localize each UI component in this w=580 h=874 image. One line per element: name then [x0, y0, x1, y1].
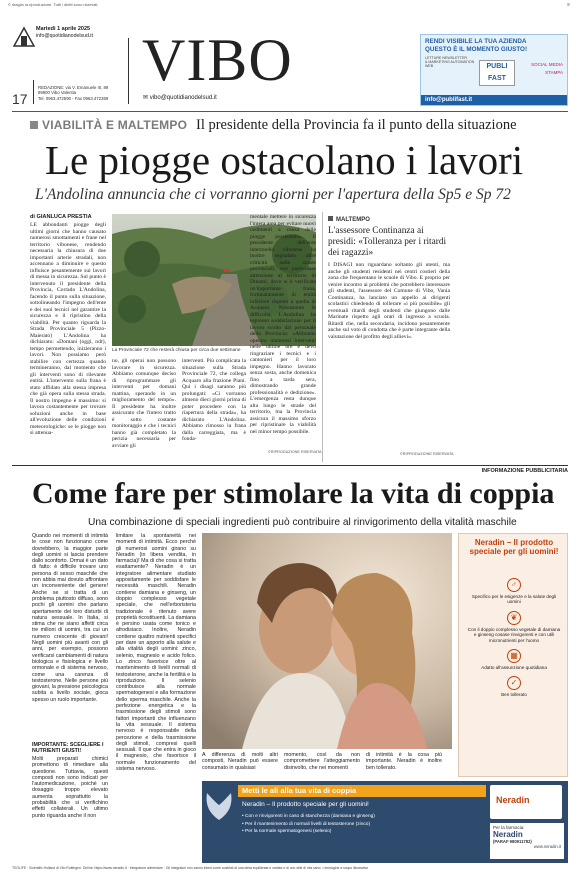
page-number: 17: [12, 91, 28, 107]
photo-text-1: A differenza di molti altri composti, Neradin può essere consumato in qualsiasi: [202, 752, 278, 771]
email-icon: ✉: [143, 95, 150, 101]
divider: [128, 38, 129, 104]
advert-column-2: limitare la spontaneità nei momenti di intimità. Ecco perché gli numerosi uomini girano su Neradin (in libera vendita, in farmacia)! Ma di che cosa si tratta esattamente? Neradin è un integratore alimentare studiato appositamente per soddisfare le necessità maschili. Neradin contiene damiana e ginseng, un doppio complesso vegetale speciale, che nell'erboristeria tradizionale è ritenuto avere proprietà ricostituenti. La damiana è persino usata come tonico e afrodisiaco. Inoltre, Neradin contiene quattro nutrienti specifici per dare un apporto alla salute e alla vitalità degli uomini: zinco, selenio, magnesio e acido folico. Lo zinco favorisce oltre al mantenimento di livelli normali di testosterone, anche la fertilità e la riproduzione. Il selenio contribuisce alla normale spermatogenesi e alla formazione dello sperma maschile. Anche la perfezione energetica e la trasmissione degli stimoli sono fattori importanti che influenzano la vita sessuale. Il sistema nervoso è responsabile della percezione e della trasmissione degli stimoli, compresi quelli sessuali. Il que che entra in gioco il magnesio, che favorisce il normale funzionamento del sistema nervoso.: [116, 533, 196, 772]
divider: [33, 80, 34, 104]
section-email: ✉ vibo@quotidianodelsud.it: [143, 95, 217, 101]
ad-headline-2: QUESTO È IL MOMENTO GIUSTO!: [425, 46, 528, 53]
publifast-logo: PUBLI FAST: [479, 60, 515, 86]
sidebar-credit: ©RIPRODUZIONE RISERVATA: [400, 452, 454, 456]
article-credit: ©RIPRODUZIONE RISERVATA: [268, 450, 322, 454]
kicker-square-icon: [30, 121, 38, 129]
ad-service-tags: SOCIAL MEDIA STAMPA: [531, 62, 563, 75]
check-icon: ✓: [507, 676, 521, 690]
newspaper-logo: [12, 26, 36, 48]
article-column-2: no, gli operai non possono lavorare in sicurezza. Abbiamo comunque deciso di riprogrammare gli interventi per domani mattina, sperando in un miglioramento del tempo». Il presidente ha inoltre assicurato che l'intero tratto è sotto costante monitoraggio e che i tecnici hanno già completato la perizia necessaria per avviare gli: [112, 358, 176, 449]
article-byline: di GIANLUCA PRESTIA: [30, 214, 92, 220]
feature-item: ✓ Ben tollerato: [501, 678, 527, 698]
section-rule: [12, 465, 568, 466]
article-column-4: mentale mettere in sicurezza l'intera area per evitare nuovi cedimenti a causa delle piogge persistenti». Il presidente dell'ente intermedio vibonese ha inoltre segnalato altre criticità sulle strade provinciali, con particolare attenzione al territorio di Dinami, dove si è verificata un'importante frana, fortunatamente di entità inferiore rispetto a quella di Acquaro. Nonostante le difficoltà, L'Andolina ha espresso soddisfazione per il lavoro svolto dal personale della Provincia: «Abbiamo operato numerosi interventi nelle ultime ore e devo ringraziare i tecnici e i cantonieri per il loro impegno. Hanno lavorato senza sosta, anche domenica fino a tarda sera, dimostrando grande professionalità e dedizione». L'emergenza resta dunque alta lungo le strade del territorio, ma la Provincia assicura il massimo sforzo per ripristinare la viabilità nel minor tempo possibile.: [250, 214, 316, 435]
banner-sub: Neradin – Il prodotto speciale per gli uomini!: [242, 801, 369, 808]
product-features: [467, 578, 561, 698]
product-panel: [458, 533, 568, 777]
article-column-1: LE abbondanti piogge degli ultimi giorni che hanno causato numerosi smottamenti e frane nel territorio vibonese, rendendo necessaria la chiusura di due importanti arterie stradali, non accennano a diminuire e questo influisce pesantemente sui lavori di messa in sicurezza. Sul punto è intervenuto il presidente della Provincia, Corrado L'Andolina, facendo il punto sulla situazione, sottolineando l'impegno dell'ente e dei suoi tecnici nel garantire la sicurezza e il ripristino della viabilità. Per quanto riguarda la Strada Provinciale 5 (Pizzo-Maierato) L'Andolina ha dichiarato: «Domani (oggi, ndr), tempo permettendo, inizieranno i lavori. Non possiamo però stabilire con certezza quando termineranno, dal momento che gli interventi sono di rilevante entità. L'intervento sulla frana è stato affidato alla stessa impresa che già opera sulla stessa strada. Il nostro impegno è massimo: si lavora costantemente per trovare soluzioni anche in base all'evoluzione delle condizioni meteorologiche: se le piogge non si attenua-: [30, 222, 106, 436]
feature-item: ❦ Con il doppio complesso vegetale di damiana e ginseng cosase rinvigorenti e con utili micronutrienti per l'uomo: [467, 612, 561, 643]
product-title: Neradin – Il prodotto speciale per gli uomini!: [469, 538, 559, 557]
advert-label: INFORMAZIONE PUBBLICITARIA: [481, 468, 568, 474]
article-subheadline: L'Andolina annuncia che ci vorranno giorni per l'apertura della Sp5 e Sp 72: [35, 186, 511, 203]
header-email: info@quotidianodelsud.it: [36, 33, 93, 39]
advert-subheading: IMPORTANTE: SCEGLIERE I NUTRIENTI GIUSTI!: [32, 742, 104, 755]
pharmacy-box: Per la farmacia: Neradin (PARAF 980911782) www.neradin.it: [490, 823, 564, 859]
banner-headline: Metti le ali alla tua vita di coppia: [238, 785, 486, 797]
neradin-box: Neradin: [490, 785, 562, 819]
banner-bullets: • Con e rinvigorenti in caso di stanchezza (damiana e ginseng) • Per il mantenimento di normali livelli di testosterone (zinco) • Per la normale spermatogenesi (selenio): [242, 814, 375, 835]
sidebar-body: I DISAGI non riguardano soltanto gli utenti, ma anche gli studenti residenti nei centri costieri della zona che frequentano le scuole di Vibo. E proprio per venire incontro ai problemi che potrebbero interessare gli studenti, l'assessore del Comune di Vibo, Vania Continanza, ha lanciato un appello ai dirigenti scolastici chiedendo di tollerare «i più possibile» gli eventuali ritardi degli studenti che giungono dalle Marinate rispetto agli orari di ingresso a scuola. Ritardi che, nella secondaria, incidono pesantemente anche sul voto di condotta che è parte integrante della valutazione del profitto degli allievi».: [328, 262, 450, 340]
advert-column-1: Quando nei momenti di intimità le cose non funzionano come dovrebbero, la maggior parte degli uomini si lascia prendere dallo sconforto. Ormai è un dato di fatto: è difficile trovare uno persona di sesso maschile che non abbia mai dovuto affrontare un inconveniente del genere! Anche se si tratta di un problema piuttosto diffuso, sono pochi gli uomini che parlano apertamente dei loro disturbi di natura sessuale. In Italia, si stima che ne siano affetti circa tre milioni di uomini, tra cui un numero crescente di giovani! Negli uomini più avanti con gli anni, per esempio, possono verificarsi cambiamenti di natura biologica e fisiologica e livello ormonale e di sistema nervoso, come una carenza di testosterone. Nelle persone più giovani, la pressione psicologica subita a livello sociale, gioca spesso un ruolo importante.: [32, 533, 108, 703]
advert-headline: Come fare per stimolare la vita di coppia: [32, 477, 555, 510]
issue-date: Martedì 1 aprile 2025: [36, 26, 91, 32]
photo-text-3: di intimità è la cosa più importante. Neradin è inoltre ben tollerato.: [366, 752, 442, 771]
feature-item: ▦ Adatto all'assunzione quotidiana: [481, 651, 547, 671]
header-rule: [12, 111, 568, 112]
sidebar-kicker: MALTEMPO: [328, 216, 370, 223]
article-kicker: VIABILITÀ E MALTEMPO: [30, 118, 187, 132]
feature-item: ♂ Specifico per le esigenze e la salute degli uomini: [471, 580, 557, 605]
menu-icon: ≡: [567, 2, 570, 8]
photo-caption: La Provinciale 72 che resterà chiusa per circa due settimane: [112, 348, 241, 353]
article-column-3: interventi. Più complicata la situazione sulla Strada Provinciale 72, che collega Acquaro alla frazione Piani. Qui i disagi saranno più prolungati: «Ci vorranno almeno dieci giorni prima di poter procedere con la riapertura della strada», ha dichiarato L'Andolina. Abbiamo rimosso la frana dalla carreggiata, ma è fonda-: [182, 358, 246, 442]
redazione-block: REDAZIONE: via V. Emanuele III, 89 89900 Vibo Valentia Tel. 0963.472590 - Fax 0963.472359: [38, 85, 109, 101]
sidebar-headline: L'assessore Continanza ai presidi: «Tolleranza per i ritardi dei ragazzi»: [328, 226, 447, 258]
section-title: VIBO: [142, 27, 293, 93]
article-kicker-sub: Il presidente della Provincia fa il punto della situazione: [196, 117, 517, 133]
leaf-icon: ❦: [507, 611, 521, 625]
kicker-square-icon: [328, 216, 333, 221]
couple-photo: [202, 533, 452, 749]
advert-column-1b: Molti preparati chimici promettono di rimediare alla questione. Tuttavia, questi composti non sono indicati per l'automedicazione, poiché un dosaggio troppo elevato aumenta soprattutto la probabilità che si verifichino effetti collaterali. Un ultimo punto riguarda anche il non: [32, 756, 108, 819]
article-headline: Le piogge ostacolano i lavori: [45, 137, 524, 183]
calendar-icon: ▦: [507, 649, 521, 663]
advert-footer-note: TEOLIFE · Scientific Holland di Vito Ruttingen. Online: https://www.neradin.it · Integratore alimentare · Gli integratori non vanno intesi come sostituti di una dieta equilibrata e variata e di uno stile di vita sano. • Immagine a scopo illustrativo: [12, 866, 369, 870]
male-icon: ♂: [507, 578, 521, 592]
copyright-note: © ritaglio la riproduzione. Tutti i diritti sono riservati: [8, 2, 98, 7]
ad-headline: RENDI VISIBILE LA TUA AZIENDA: [425, 38, 527, 45]
wings-icon: [204, 785, 234, 825]
advert-subheadline: Una combinazione di speciali ingredienti può contribuire al rinvigorimento della vitalità maschile: [88, 517, 517, 528]
photo-text-2: momento, così da non compromettere l'atteggiamento disinvolto, che nei momenti: [284, 752, 360, 771]
neradin-banner: [202, 781, 568, 863]
ad-email: info@publifast.it: [421, 95, 567, 105]
sidebar-divider: [322, 212, 323, 462]
publifast-ad: [420, 34, 568, 106]
ad-services: LETTURE NEWSLETTER & MARKETING AUTOMATION WEB: [425, 56, 475, 69]
